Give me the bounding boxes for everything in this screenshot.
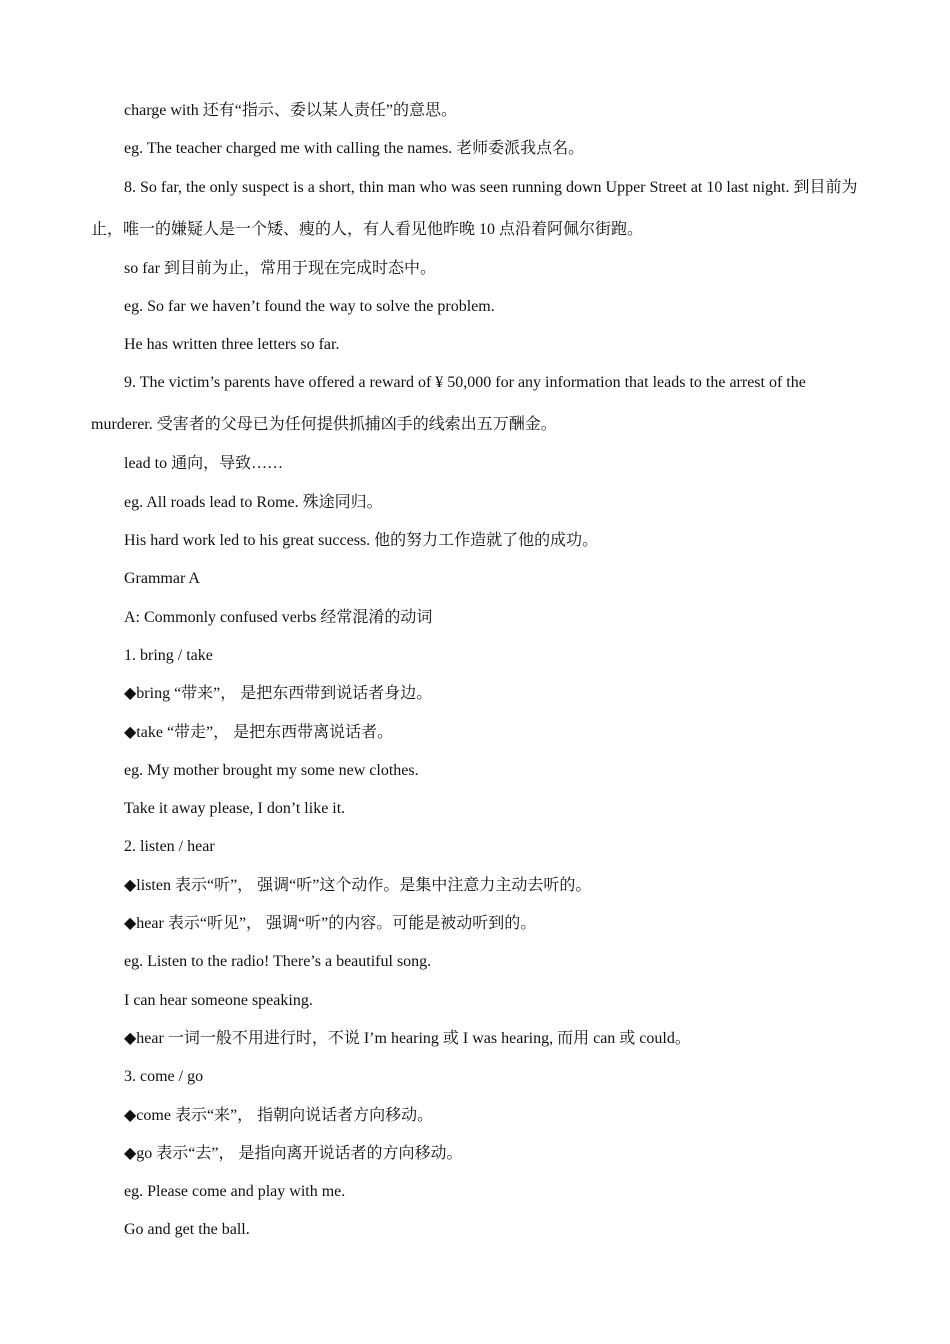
paragraph-4: so far 到目前为止，常用于现在完成时态中。 xyxy=(124,259,436,277)
paragraph-3: 8. So far, the only suspect is a short, thin man who was seen running down Upper Street at 10 last night. 到目前为止，唯一的嫌疑人是一个矮、瘦的人，有人看见他昨晚 10 点沿着阿佩尔街跑。 xyxy=(91,178,858,238)
example-hear: I can hear someone speaking. xyxy=(124,991,313,1009)
bullet-hear: ◆hear 表示“听见”， 强调“听”的内容。可能是被动听到的。 xyxy=(124,915,537,933)
bullet-go: ◆go 表示“去”， 是指向离开说话者的方向移动。 xyxy=(124,1144,463,1162)
example-listen: eg. Listen to the radio! There’s a beautiful song. xyxy=(124,953,432,971)
example-bring: eg. My mother brought my some new clothes. xyxy=(124,761,419,779)
document-body xyxy=(91,92,861,1250)
subsection-heading-confused-verbs: A: Commonly confused verbs 经常混淆的动词 xyxy=(124,608,433,626)
paragraph-7: 9. The victim’s parents have offered a reward of ¥ 50,000 for any information that leads to the arrest of the murderer. 受害者的父母已为任何提供抓捕凶手的线索出五万酬金。 xyxy=(91,374,806,434)
paragraph-8: lead to 通向，导致…… xyxy=(124,455,284,473)
item-heading-come-go: 3. come / go xyxy=(124,1068,204,1086)
example-come: eg. Please come and play with me. xyxy=(124,1183,346,1201)
bullet-take: ◆take “带走”， 是把东西带离说话者。 xyxy=(124,723,394,741)
item-heading-bring-take: 1. bring / take xyxy=(124,646,213,664)
bullet-come: ◆come 表示“来”， 指朝向说话者方向移动。 xyxy=(124,1106,434,1124)
example-go: Go and get the ball. xyxy=(124,1221,250,1239)
paragraph-9: eg. All roads lead to Rome. 殊途同归。 xyxy=(124,493,383,511)
section-heading-grammar-a: Grammar A xyxy=(124,570,200,588)
paragraph-5: eg. So far we haven’t found the way to solve the problem. xyxy=(124,297,495,315)
bullet-bring: ◆bring “带来”， 是把东西带到说话者身边。 xyxy=(124,685,433,703)
bullet-listen: ◆listen 表示“听”， 强调“听”这个动作。是集中注意力主动去听的。 xyxy=(124,876,592,894)
bullet-hear-tense: ◆hear 一词一般不用进行时，不说 I’m hearing 或 I was hearing, 而用 can 或 could。 xyxy=(124,1029,691,1047)
paragraph-10: His hard work led to his great success. 他的努力工作造就了他的成功。 xyxy=(124,532,599,550)
paragraph-6: He has written three letters so far. xyxy=(124,336,340,354)
example-take: Take it away please, I don’t like it. xyxy=(124,800,346,818)
paragraph-2: eg. The teacher charged me with calling the names. 老师委派我点名。 xyxy=(124,140,585,158)
item-heading-listen-hear: 2. listen / hear xyxy=(124,838,215,856)
paragraph-1: charge with 还有“指示、委以某人责任”的意思。 xyxy=(124,102,457,119)
